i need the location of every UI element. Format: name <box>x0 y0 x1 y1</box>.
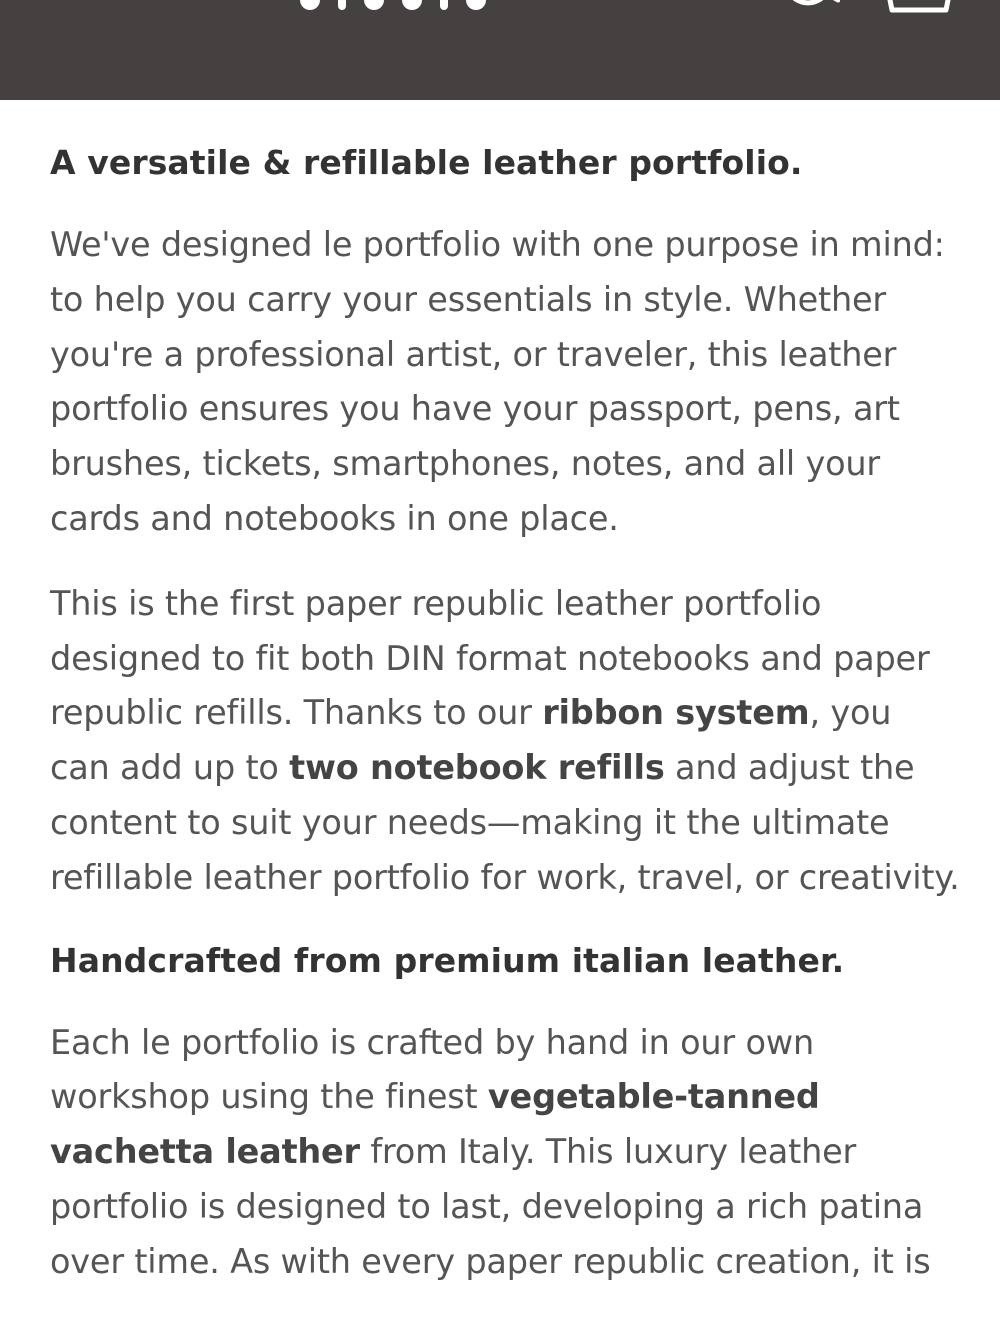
logo-glyph <box>300 0 320 10</box>
logo-glyph <box>338 0 346 10</box>
refill-text: , you can add up to <box>50 693 892 788</box>
logo-glyph <box>364 0 384 10</box>
craft-text: Each le portfolio is crafted by hand in our own workshop using the finest <box>50 1022 814 1117</box>
notebook-refills-highlight: two notebook refills <box>289 748 665 788</box>
hamburger-menu-icon[interactable] <box>50 0 108 4</box>
ribbon-system-highlight: ribbon system <box>542 693 810 733</box>
intro-heading: A versatile & refillable leather portfolio. <box>50 143 803 182</box>
logo-glyph <box>466 0 486 10</box>
product-description <box>50 138 960 1320</box>
intro-paragraph: We've designed le portfolio with one purpose in mind: to help you carry your essentials in style. Whether you're a professional artist, or traveler, this leather portfolio ensures you have your passport, pens, art brushes, tickets, smartphones, notes, and all your cards and notebooks in one place. <box>50 225 945 538</box>
logo-glyph <box>440 0 448 10</box>
craft-text: from Italy. This luxury leather portfolio is designed to last, developing a rich patina over time. As with every paper republic creation, it is <box>50 1132 931 1281</box>
craft-paragraph <box>50 1016 960 1290</box>
site-logo[interactable] <box>300 0 486 10</box>
site-header <box>0 0 1000 100</box>
leather-type-highlight: vegetable-tanned vachetta leather <box>50 1077 820 1172</box>
refill-text: This is the first paper republic leather portfolio designed to fit both DIN format notebooks and paper republic refills. Thanks to our <box>50 583 930 733</box>
craft-heading: Handcrafted from premium italian leather. <box>50 940 845 980</box>
cart-icon[interactable] <box>884 0 954 14</box>
refill-text: and adjust the content to suit your needs—making it the ultimate refillable leather portfolio for work, travel, or creativity. <box>50 748 960 897</box>
logo-glyph <box>402 0 422 10</box>
refill-paragraph <box>50 577 960 906</box>
search-icon[interactable] <box>780 0 840 18</box>
